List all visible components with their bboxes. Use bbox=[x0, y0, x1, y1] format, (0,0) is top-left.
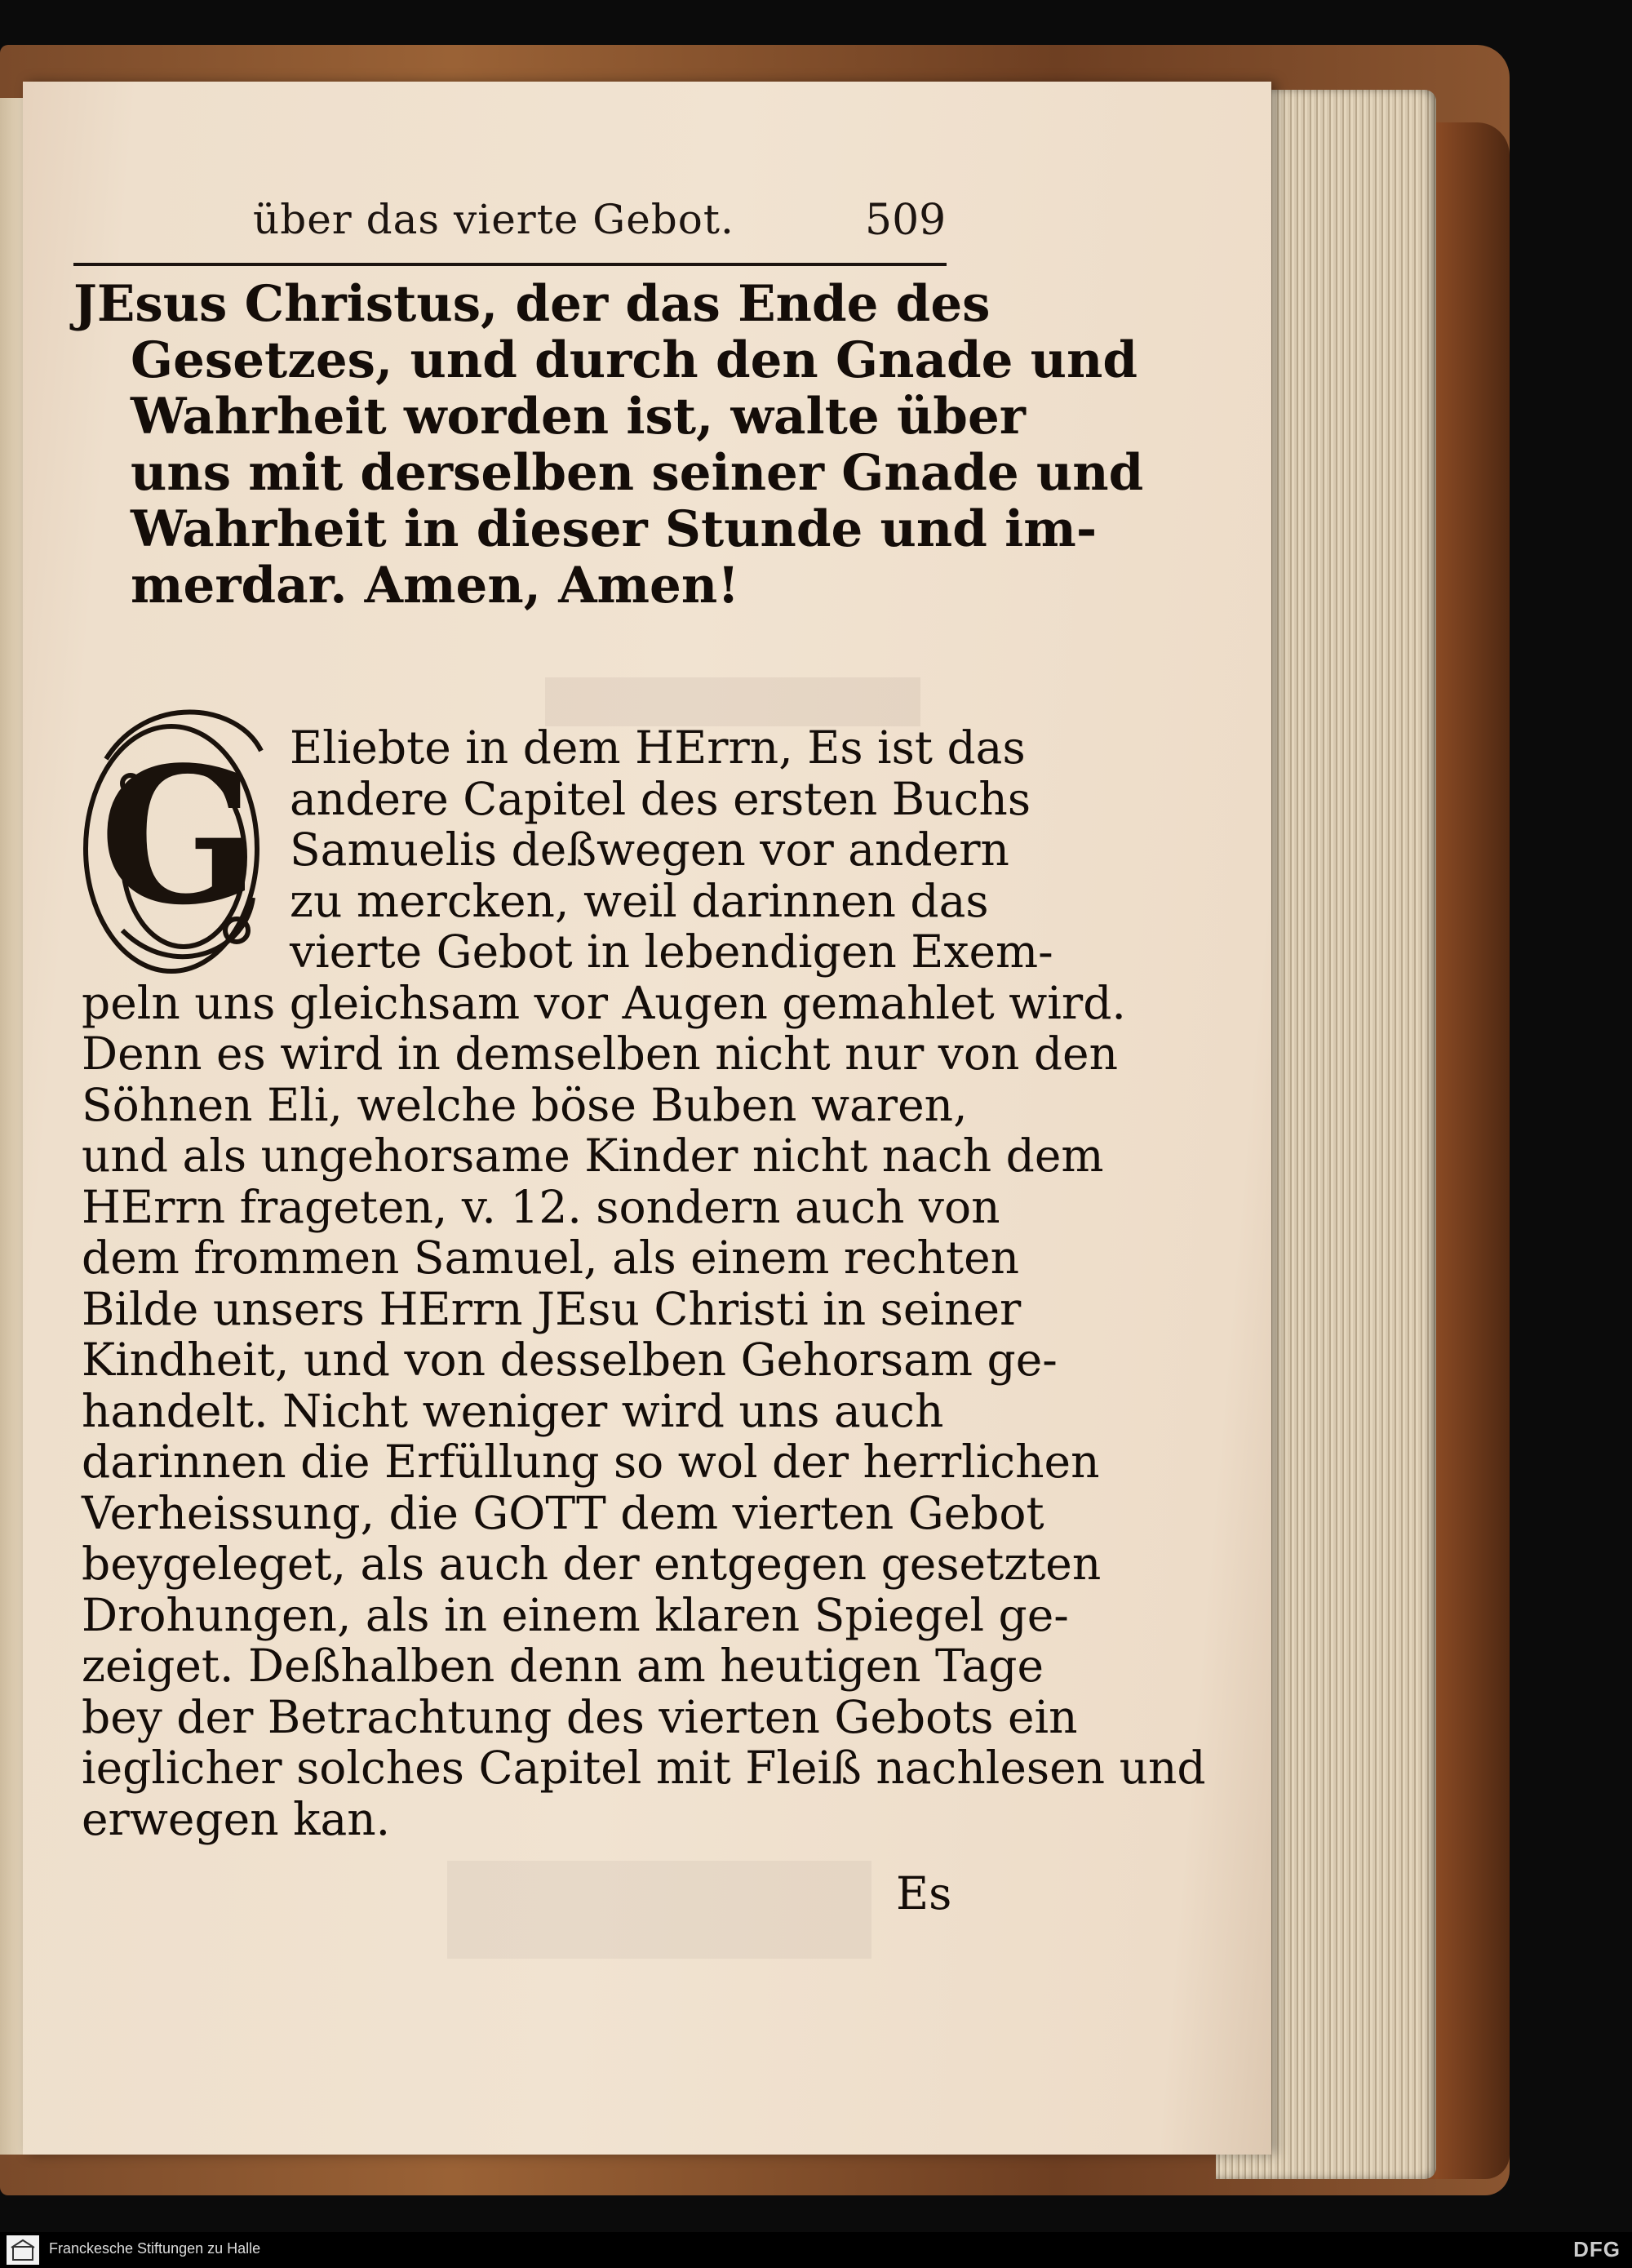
body-paragraph bbox=[82, 721, 1206, 1845]
prayer-line: Wahrheit in dieser Stunde und im- bbox=[131, 500, 1098, 558]
institution-label: Franckesche Stiftungen zu Halle bbox=[49, 2240, 261, 2257]
body-line: erwegen kan. bbox=[82, 1792, 391, 1845]
prayer-line: merdar. Amen, Amen! bbox=[131, 557, 739, 615]
body-line: Samuelis deßwegen vor andern bbox=[290, 823, 1009, 876]
prayer-line: JEsus Christus, der das Ende des bbox=[73, 275, 991, 333]
page-number: 509 bbox=[865, 196, 947, 245]
show-through-smudge bbox=[447, 1861, 871, 1959]
body-line: ieglicher solches Capitel mit Fleiß nachlesen und bbox=[82, 1742, 1206, 1794]
body-line: Verheissung, die GOTT dem vierten Gebot bbox=[82, 1486, 1044, 1539]
opening-prayer bbox=[73, 275, 1144, 615]
body-line: und als ungehorsame Kinder nicht nach dem bbox=[82, 1130, 1104, 1182]
body-line: dem frommen Samuel, als einem rechten bbox=[82, 1232, 1020, 1284]
body-line: Kindheit, und von desselben Gehorsam ge- bbox=[82, 1334, 1058, 1386]
body-line: vierte Gebot in lebendigen Exem- bbox=[290, 925, 1053, 978]
prayer-line: Wahrheit worden ist, walte über bbox=[131, 388, 1026, 446]
body-line: Eliebte in dem HErrn, Es ist das bbox=[290, 721, 1026, 774]
body-line: bey der Betrachtung des vierten Gebots ein bbox=[82, 1690, 1078, 1743]
body-line: beygeleget, als auch der entgegen gesetzten bbox=[82, 1538, 1102, 1590]
show-through-smudge bbox=[545, 677, 920, 726]
footer-bar bbox=[0, 2232, 1632, 2268]
body-line: peln uns gleichsam vor Augen gemahlet wird. bbox=[82, 976, 1126, 1029]
header-rule bbox=[73, 263, 947, 266]
prayer-line: uns mit derselben seiner Gnade und bbox=[131, 444, 1144, 502]
body-line: darinnen die Erfüllung so wol der herrlichen bbox=[82, 1436, 1100, 1488]
body-line: zu mercken, weil darinnen das bbox=[290, 874, 989, 927]
prayer-line: Gesetzes, und durch den Gnade und bbox=[131, 331, 1138, 389]
body-line: Denn es wird in demselben nicht nur von den bbox=[82, 1027, 1119, 1080]
body-line: andere Capitel des ersten Buchs bbox=[290, 772, 1031, 825]
body-line: HErrn frageten, v. 12. sondern auch von bbox=[82, 1180, 1000, 1233]
facing-page-edge bbox=[0, 98, 24, 2155]
funder-logo: DFG bbox=[1573, 2237, 1621, 2261]
catchword: Es bbox=[896, 1867, 952, 1920]
institution-logo-icon bbox=[7, 2235, 39, 2265]
running-head-title: über das vierte Gebot. bbox=[253, 196, 734, 243]
initial-letter: G bbox=[99, 726, 260, 947]
body-line: Bilde unsers HErrn JEsu Christi in seiner bbox=[82, 1282, 1022, 1335]
body-line: Drohungen, als in einem klaren Spiegel ge- bbox=[82, 1588, 1069, 1641]
body-line: zeiget. Deßhalben denn am heutigen Tage bbox=[82, 1640, 1044, 1692]
body-line: handelt. Nicht weniger wird uns auch bbox=[82, 1384, 944, 1437]
building-icon bbox=[11, 2239, 35, 2261]
body-line: Söhnen Eli, welche böse Buben waren, bbox=[82, 1078, 968, 1131]
